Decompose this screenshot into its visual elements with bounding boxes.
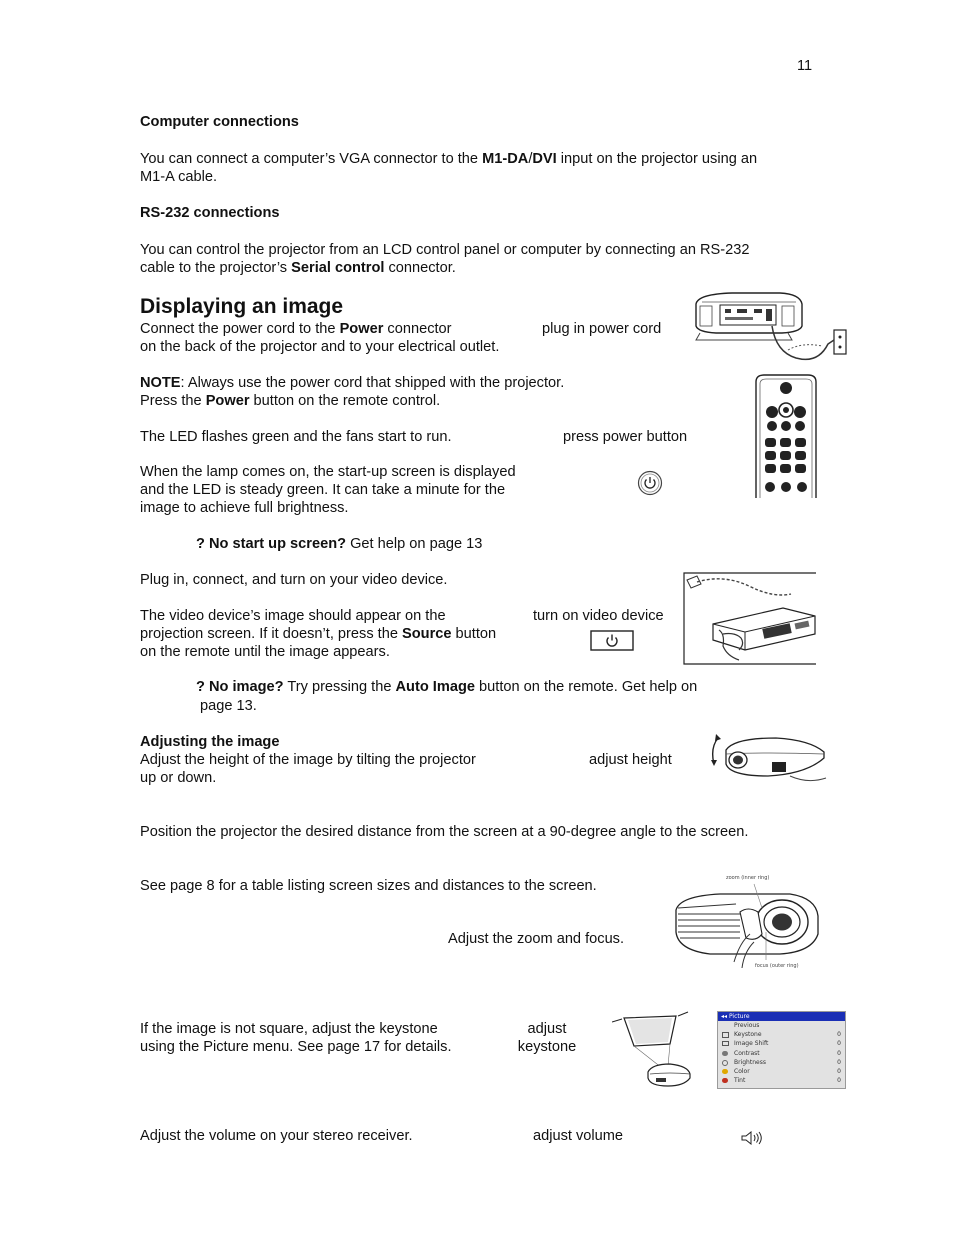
computer-connections-text: You can connect a computer’s VGA connector to the M1-DA/DVI input on the projector using an M1-A cable. (140, 151, 758, 185)
projector-tilt-icon (706, 730, 828, 788)
tip-no-startup: ? No start up screen? Get help on page 13 (196, 536, 483, 552)
displaying-heading: Displaying an image (140, 295, 344, 318)
speaker-icon (741, 1131, 763, 1145)
menu-row-keystone: Keystone 0 (718, 1030, 845, 1039)
rs232-heading: RS-232 connections (140, 205, 280, 221)
picture-menu (717, 1011, 846, 1089)
caption-video-device: turn on video device (533, 608, 664, 624)
note-text: NOTE: Always use the power cord that shipped with the projector. Press the Power button on the remote control. (140, 375, 565, 409)
power-switch-icon (590, 630, 634, 651)
focus-ring-label: focus (outer ring) (755, 963, 799, 969)
adjust-height-text: Adjust the height of the image by tilting the projector up or down. (140, 752, 476, 786)
caption-power-cord: plug in power cord (542, 321, 662, 337)
led-text: The LED flashes green and the fans start to run. (140, 429, 452, 445)
see-page-8-text: See page 8 for a table listing screen sizes and distances to the screen. (140, 878, 597, 894)
power-cord-text: Connect the power cord to the Power connector on the back of the projector and to your electrical outlet. (140, 321, 500, 355)
menu-row-brightness: Brightness 0 (718, 1058, 845, 1067)
caption-keystone: adjust keystone (517, 1021, 577, 1055)
remote-control-icon (752, 372, 820, 500)
computer-connections-heading: Computer connections (140, 114, 299, 130)
lamp-text: When the lamp comes on, the start-up screen is displayed and the LED is steady green. It can take a minute for the image to achieve full brightness. (140, 464, 516, 516)
video-device-icon (683, 572, 817, 665)
brightness-icon (722, 1060, 728, 1066)
zoom-focus-text: Adjust the zoom and focus. (448, 931, 625, 947)
menu-row-contrast: Contrast 0 (718, 1049, 845, 1058)
menu-row-previous: Previous (734, 1022, 760, 1029)
keystone-screen-icon (612, 1008, 692, 1090)
contrast-icon (722, 1051, 728, 1056)
plug-in-text: Plug in, connect, and turn on your video device. (140, 572, 448, 588)
image-shift-icon (722, 1041, 729, 1046)
page-number: 11 (797, 58, 813, 74)
zoom-ring-label: zoom (inner ring) (726, 875, 770, 881)
keystone-text: If the image is not square, adjust the keystone using the Picture menu. See page 17 for details. (140, 1021, 452, 1055)
color-icon (722, 1069, 728, 1074)
power-button-icon (637, 470, 663, 496)
projector-rear-icon (692, 290, 852, 365)
tip-no-image: ? No image? Try pressing the Auto Image button on the remote. Get help on page 13. (196, 679, 698, 714)
menu-row-tint: Tint 0 (718, 1076, 845, 1085)
caption-adjust-volume: adjust volume (533, 1128, 624, 1144)
video-device-text: The video device’s image should appear on the projection screen. If it doesn’t, press the Source button on the remote until the image appears. (140, 608, 497, 660)
volume-text: Adjust the volume on your stereo receiver. (140, 1128, 413, 1144)
keystone-icon (722, 1032, 729, 1038)
caption-adjust-height: adjust height (589, 752, 672, 768)
picture-menu-title: ◂◂ Picture (718, 1012, 845, 1021)
tint-icon (722, 1078, 728, 1083)
rs232-text: You can control the projector from an LCD control panel or computer by connecting an RS-232 cable to the projector’s Serial control connector. (140, 242, 750, 276)
menu-row-image-shift: Image Shift 0 (718, 1039, 845, 1048)
caption-power-button: press power button (563, 429, 688, 445)
projector-lens-icon (670, 872, 822, 972)
adjusting-heading: Adjusting the image (140, 734, 280, 750)
menu-row-color: Color 0 (718, 1067, 845, 1076)
position-text: Position the projector the desired distance from the screen at a 90-degree angle to the screen. (140, 824, 749, 840)
